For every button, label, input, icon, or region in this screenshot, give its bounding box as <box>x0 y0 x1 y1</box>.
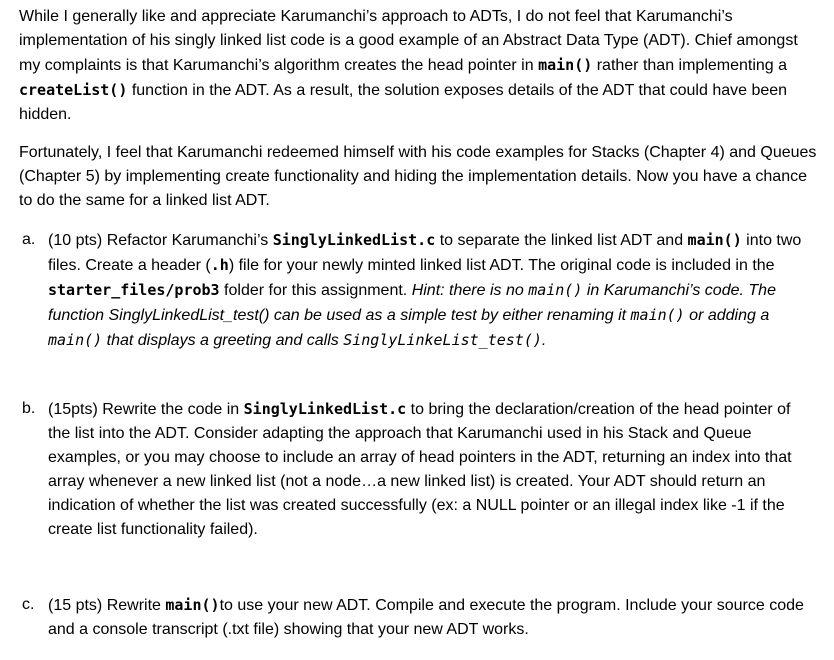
hint-code-main: main() <box>528 281 583 299</box>
hint-code-test: SinglyLinkeList_test() <box>343 331 542 349</box>
hint-code-main: main() <box>48 331 103 349</box>
hint-text-4: that displays a greeting and calls <box>102 332 344 349</box>
hint-text-2: in Karumanchi’s code. The function SinglyLinkedList_test() can be used as a simple test by either renaming it <box>48 282 776 324</box>
task-item-c <box>22 593 812 642</box>
item-a-text-2: to separate the linked list ADT and <box>435 232 688 249</box>
intro-paragraph <box>19 5 819 127</box>
item-body-b <box>48 397 812 542</box>
item-a-text-4: ) file for your newly minted linked list ADT. The original code is included in the <box>228 257 775 274</box>
intro-text-1: While I generally like and appreciate Karumanchi’s approach to ADTs, I do not feel that Karumanchi’s implementation of his singly linked list code is a good example of an Abstract Data Type (ADT). Chief amongst my complaints is that Karumanchi’s algorithm creates the head pointer in <box>19 8 798 74</box>
item-marker-a: a. <box>22 231 36 248</box>
hint-code-main: main() <box>630 306 685 324</box>
code-folder-path: starter_files/prob3 <box>48 281 220 299</box>
second-paragraph: Fortunately, I feel that Karumanchi redeemed himself with his code examples for Stacks (Chapter 4) and Queues (Chapter 5) by implementing create functionality and hiding the implementation details. Now you have a chance to do the same for a linked list ADT. <box>19 144 817 209</box>
intro-text-2: rather than implementing a <box>592 57 788 74</box>
item-a-text-1: (10 pts) Refactor Karumanchi’s <box>48 232 273 249</box>
task-item-b <box>22 397 812 542</box>
code-filename: SinglyLinkedList.c <box>272 231 436 249</box>
item-body-c <box>48 593 812 642</box>
hint-text-1: Hint: there is no <box>411 282 529 299</box>
hint-text-3: or adding a <box>684 307 770 324</box>
item-a-text-3: into two files. Create a header ( <box>48 232 802 274</box>
code-main: main() <box>538 56 593 74</box>
item-a-text-5: folder for this assignment. <box>219 282 412 299</box>
code-main: main() <box>165 596 220 614</box>
code-filename: SinglyLinkedList.c <box>243 400 407 418</box>
item-c-text-2: to use your new ADT. Compile and execute the program. Include your source code and a console transcript (.txt file) showing that your new ADT works. <box>48 597 804 638</box>
item-b-text-2: to bring the declaration/creation of the head pointer of the list into the ADT. Consider adapting the approach that Karumanchi used in his Stack and Queue examples, or you may choose to include an array of head pointers in the ADT, returning an index into that array whenever a new linked list (not a node…a new linked list) is created. Your ADT should return an indication of whether the list was created successfully (ex: a NULL pointer or an illegal index like -1 if the create list functionality failed). <box>48 401 792 538</box>
code-main: main() <box>687 231 742 249</box>
code-createlist: createList() <box>19 81 128 99</box>
intro-text-3: function in the ADT. As a result, the solution exposes details of the ADT that could have been hidden. <box>19 82 788 123</box>
item-c-text-1: (15 pts) Rewrite <box>48 597 166 614</box>
item-body-a <box>48 228 812 353</box>
item-marker-b: b. <box>22 400 36 417</box>
hint-text-5: . <box>541 332 547 349</box>
task-item-a <box>22 228 812 353</box>
code-header-ext: .h <box>210 256 229 274</box>
item-marker-c: c. <box>22 596 35 613</box>
item-b-text-1: (15pts) Rewrite the code in <box>48 401 244 418</box>
